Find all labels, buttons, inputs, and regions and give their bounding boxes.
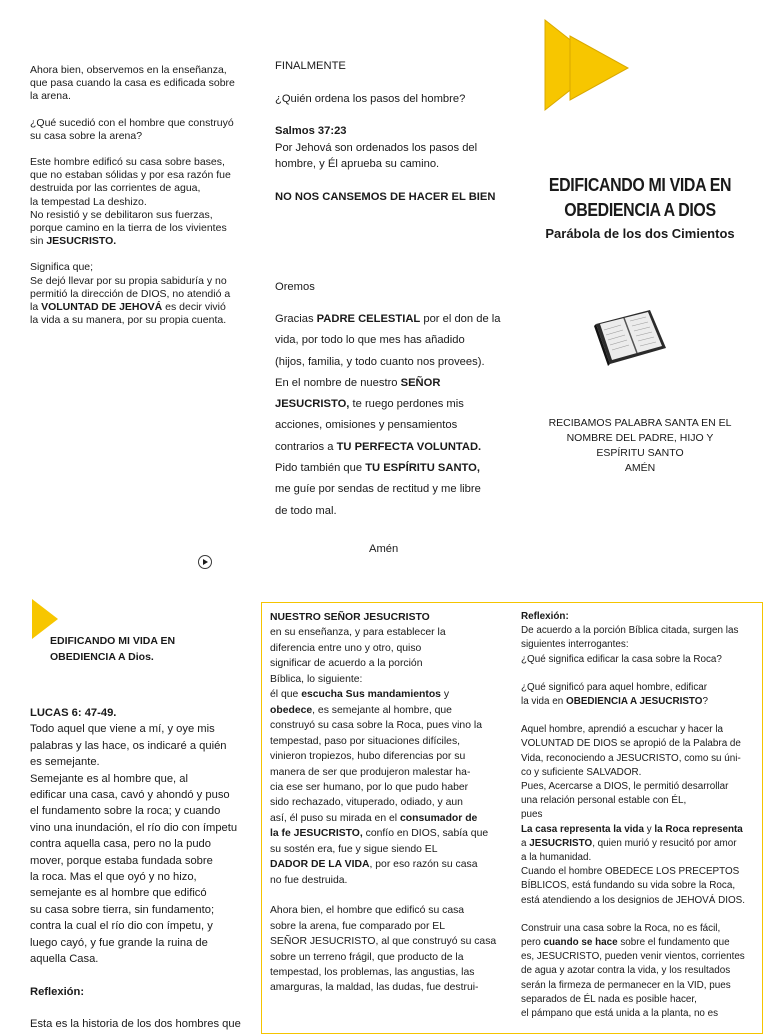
verse-reference: Salmos 37:23 — [275, 125, 347, 138]
question: ¿Quién ordena los pasos del hombre? — [275, 92, 466, 105]
paragraph: en su enseñanza, y para establecer la diferencia entre uno y otro, quiso significar de acuerdo a la porción Bíblica, lo siguiente: él que escucha Sus mandamientos y obedece, es semejante al hombre, que construyó su casa sobre la Roca, pues vino la tempestad, paso por situaciones difíciles, vinieron tropiezos, hubo diferencias por su manera de ser que produjeron malestar ha- cia ese ser humano, por lo que pudo haber sido rechazado, vituperado, odiado, y aun así, él puso su mirada en el consumador de la fe JESUCRISTO, confío en DIOS, sabía que su sostén era, fue y sigue siendo EL DADOR DE LA VIDA, por eso razón su casa no fue destruida. — [270, 627, 489, 886]
prayer: Gracias PADRE CELESTIAL por el don de la vida, por todo lo que mes has añadido (hijos, familia, y todo cuanto nos provees). En el nombre de nuestro SEÑOR JESUCRISTO, te ruego perdones mis acciones, omisiones y pensamientos contrarios a TU PERFECTA VOLUNTAD. Pido también que TU ESPÍRITU SANTO, me guíe por sendas de rectitud y me libre de todo mal. — [275, 313, 501, 517]
reflexion-label: Reflexión: — [30, 985, 85, 998]
paragraph: Construir una casa sobre la Roca, no es fácil, pero cuando se hace sobre el fundamento que es, JESUCRISTO, pueden venir vientos, corrientes de agua y azotar contra la vida, y los resultados serán la firmeza de permanecer en la VID, pues separados de ÉL nada es posible hacer, el pámpano que está unida a la planta, no es — [521, 922, 745, 1020]
panel-left-top — [30, 64, 245, 327]
scripture-reference: LUCAS 6: 47-49. — [30, 707, 117, 719]
paragraph: Ahora bien, el hombre que edificó su casa sobre la arena, fue comparado por EL SEÑOR JESUCRISTO, al que construyó su casa sobre un terreno frágil, que producto de la tempestad, los problemas, las angustias, las amarguras, la maldad, las dudas, fue destrui- — [270, 905, 497, 994]
scripture-block — [30, 705, 248, 1032]
reflection-text — [521, 610, 756, 1021]
exhortation: NO NOS CANSEMOS DE HACER EL BIEN — [275, 190, 496, 203]
oremos-label: Oremos — [275, 281, 315, 293]
scripture-text: Todo aquel que viene a mí, y oye mis palabras y las hace, os indicaré a quién es semejante. Semejante es al hombre que, al edificar una casa, cavó y ahondó y puso el fundamento sobre la roca; y cuando vino una inundación, el río dio con ímpetu contra aquella casa, pero no la pudo mover, porque estaba fundada sobre la roca. Mas el que oyó y no hizo, semejante es al hombre que edificó su casa sobre tierra, sin fundamento; contra la cual el río dio con ímpetu, y luego cayó, y fue grande la ruina de aquella Casa. — [30, 723, 238, 966]
teaching-text — [270, 610, 505, 996]
yellow-arrow-icon — [540, 18, 630, 112]
panel-middle-top — [275, 58, 500, 206]
paragraph: Aquel hombre, aprendió a escuchar y hacer la VOLUNTAD DE DIOS se apropió de la Palabra de Vida, reconociendo a JESUCRISTO, como su úni- co y suficiente SALVADOR. Pues, Acercarse a DIOS, le permitió desarrollar una relación personal estable con ÉL, pues La casa representa la vida y la Roca representa a JESUCRISTO, quien murió y resucitó por amor a la humanidad. Cuando el hombre OBEDECE LOS PRECEPTOS BÍBLICOS, está fundando su vida sobre la Roca, está atendiendo a los designios de JEHOVÁ DIOS. — [521, 724, 745, 906]
play-circle-icon[interactable] — [198, 555, 212, 569]
brochure-title: EDIFICANDO MI VIDA EN OBEDIENCIA A DIOS — [548, 174, 732, 220]
reflection-heading: Reflexión: — [521, 611, 569, 622]
inner-heading: EDIFICANDO MI VIDA EN OBEDIENCIA A Dios. — [50, 635, 176, 663]
amen: Amén — [369, 543, 399, 555]
paragraph: De acuerdo a la porción Bíblica citada, surgen las siguientes interrogantes: ¿Qué significa edificar la casa sobre la Roca? — [521, 625, 739, 665]
brochure-subtitle: Parábola de los dos Cimientos — [545, 226, 735, 241]
planner-book-icon — [592, 304, 672, 368]
paragraph: Esta es la historia de los dos hombres que — [30, 1017, 241, 1030]
paragraph: ¿Qué sucedió con el hombre que construyó su casa sobre la arena? — [30, 116, 234, 142]
paragraph: Significa que; Se dejó llevar por su propia sabiduría y no permitió la dirección de DIOS, no atendió a la VOLUNTAD DE JEHOVÁ es decir vivió la vida a su manera, por su propia cuenta. — [30, 261, 231, 327]
closing-blessing: RECIBAMOS PALABRA SANTA EN EL NOMBRE DEL PADRE, HIJO Y ESPÍRITU SANTO AMÉN — [548, 417, 732, 474]
verse-text: Por Jehová son ordenados los pasos del hombre, y Él aprueba su camino. — [275, 141, 478, 171]
paragraph: Ahora bien, observemos en la enseñanza, que pasa cuando la casa es edificada sobre la arena. — [30, 64, 235, 103]
section-label: FINALMENTE — [275, 60, 346, 72]
paragraph: Este hombre edificó su casa sobre bases, que no estaban sólidas y por esa razón fue destruida por las corrientes de agua, la tempestad La deshizo. No resistió y se debilitaron sus fuerzas, porque camino en la tierra de los vivientes sin JESUCRISTO. — [30, 156, 231, 248]
paragraph: ¿Qué significó para aquel hombre, edificar la vida en OBEDIENCIA A JESUCRISTO? — [521, 681, 708, 708]
teaching-heading: NUESTRO SEÑOR JESUCRISTO — [270, 612, 430, 623]
